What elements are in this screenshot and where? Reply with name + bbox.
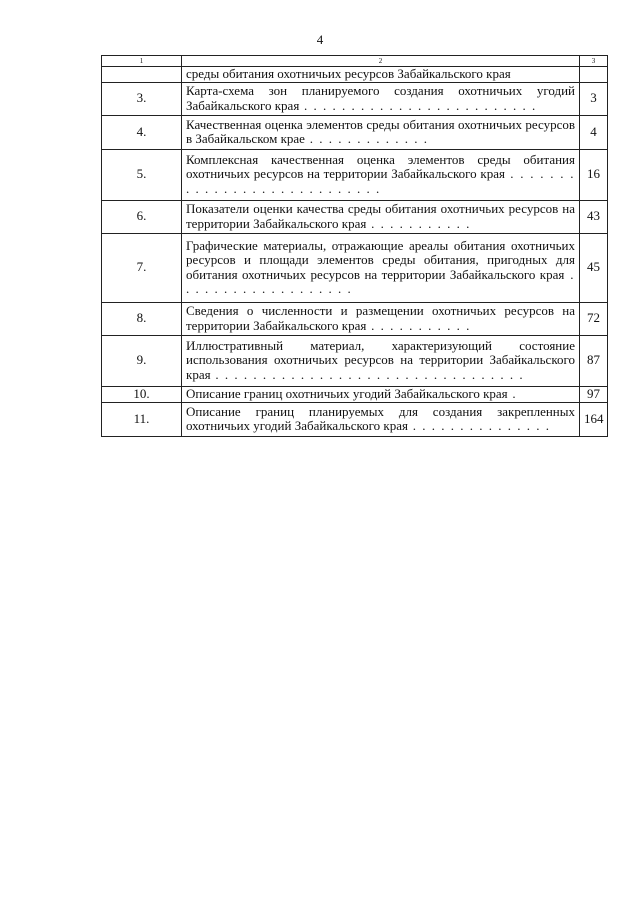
row-title-cell xyxy=(182,386,580,402)
row-dot-leader: . . . . . . . . . . . . . . . . . . . . . . . . . . . . xyxy=(186,166,576,196)
row-number: 8. xyxy=(102,302,182,335)
row-dot-leader: . . . . . . . . . . . xyxy=(366,317,471,333)
row-number: 6. xyxy=(102,200,182,233)
row-page-number: 3 xyxy=(580,82,608,115)
table-row xyxy=(102,149,608,200)
contents-table-body xyxy=(102,56,608,437)
row-page-number xyxy=(580,67,608,83)
page-number: 4 xyxy=(316,32,324,47)
table-row xyxy=(102,200,608,233)
table-row xyxy=(102,115,608,149)
row-title-cell xyxy=(182,233,580,302)
table-header-row xyxy=(102,56,608,67)
row-title: Сведения о численности и размещении охотничьих ресурсов на территории Забайкальского края xyxy=(186,303,575,333)
table-row xyxy=(102,386,608,402)
row-title: Показатели оценки качества среды обитания охотничьих ресурсов на территории Забайкальского края xyxy=(186,201,575,231)
row-title: Иллюстративный материал, характеризующий состояние использования охотничьих ресурсов на территории Забайкальского края xyxy=(186,337,575,382)
row-title: Карта-схема зон планируемого создания охотничьих угодий Забайкальского края xyxy=(186,83,575,113)
row-title-cell xyxy=(182,302,580,335)
row-page-number: 16 xyxy=(580,149,608,200)
table-row xyxy=(102,82,608,115)
table-row xyxy=(102,67,608,83)
row-dot-leader: . . . . . . . . . . . . . xyxy=(304,131,429,146)
header-col-1: 1 xyxy=(102,56,182,67)
row-dot-leader: . . . . . . . . . . . . . . . . . . . . . . . . . . . . . . . . . xyxy=(210,366,525,382)
row-title: Графические материалы, отражающие ареалы обитания охотничьих ресурсов и площади элементов среды обитания, пригодных для обитания охотничьих ресурсов на территории Забайкальского края xyxy=(186,237,575,282)
row-title-cell xyxy=(182,115,580,149)
row-title-cell xyxy=(182,335,580,386)
row-title: Комплексная качественная оценка элементов среды обитания охотничьих ресурсов на территории Забайкальского края xyxy=(186,151,575,182)
row-dot-leader: . . . . . . . . . . . . . . . . . . . xyxy=(186,266,575,296)
row-number: 10. xyxy=(102,386,182,402)
row-dot-leader: . . . . . . . . . . . xyxy=(366,215,471,231)
row-dot-leader: . . . . . . . . . . . . . . . . . . . . . . . . . xyxy=(299,97,537,113)
row-page-number: 43 xyxy=(580,200,608,233)
row-number: 9. xyxy=(102,335,182,386)
row-number xyxy=(102,67,182,83)
row-page-number: 4 xyxy=(580,115,608,149)
row-title: Описание границ планируемых для создания закрепленных охотничьих угодий Забайкальского края xyxy=(186,403,575,433)
row-page-number: 87 xyxy=(580,335,608,386)
header-col-2: 2 xyxy=(182,56,580,67)
row-title: Описание границ охотничьих угодий Забайкальского края xyxy=(186,385,508,401)
table-row xyxy=(102,233,608,302)
row-number: 7. xyxy=(102,233,182,302)
table-row xyxy=(102,335,608,386)
row-title-cell xyxy=(182,402,580,436)
row-number: 5. xyxy=(102,149,182,200)
row-page-number: 45 xyxy=(580,233,608,302)
row-number: 3. xyxy=(102,82,182,115)
row-dot-leader: . . . . . . . . . . . . . . . xyxy=(407,418,551,433)
table-row xyxy=(102,302,608,335)
row-title-cell xyxy=(182,67,580,83)
row-dot-leader: . xyxy=(507,385,518,401)
row-number: 4. xyxy=(102,115,182,149)
row-title-cell xyxy=(182,149,580,200)
contents-table xyxy=(101,55,608,437)
header-col-3: 3 xyxy=(580,56,608,67)
table-row xyxy=(102,402,608,436)
row-number: 11. xyxy=(102,402,182,436)
row-title-cell xyxy=(182,82,580,115)
row-page-number: 164 xyxy=(580,402,608,436)
row-title: среды обитания охотничьих ресурсов Забайкальского края xyxy=(186,66,511,81)
row-page-number: 97 xyxy=(580,386,608,402)
row-title-cell xyxy=(182,200,580,233)
row-page-number: 72 xyxy=(580,302,608,335)
row-title: Качественная оценка элементов среды обитания охотничьих ресурсов в Забайкальском крае xyxy=(186,116,575,146)
